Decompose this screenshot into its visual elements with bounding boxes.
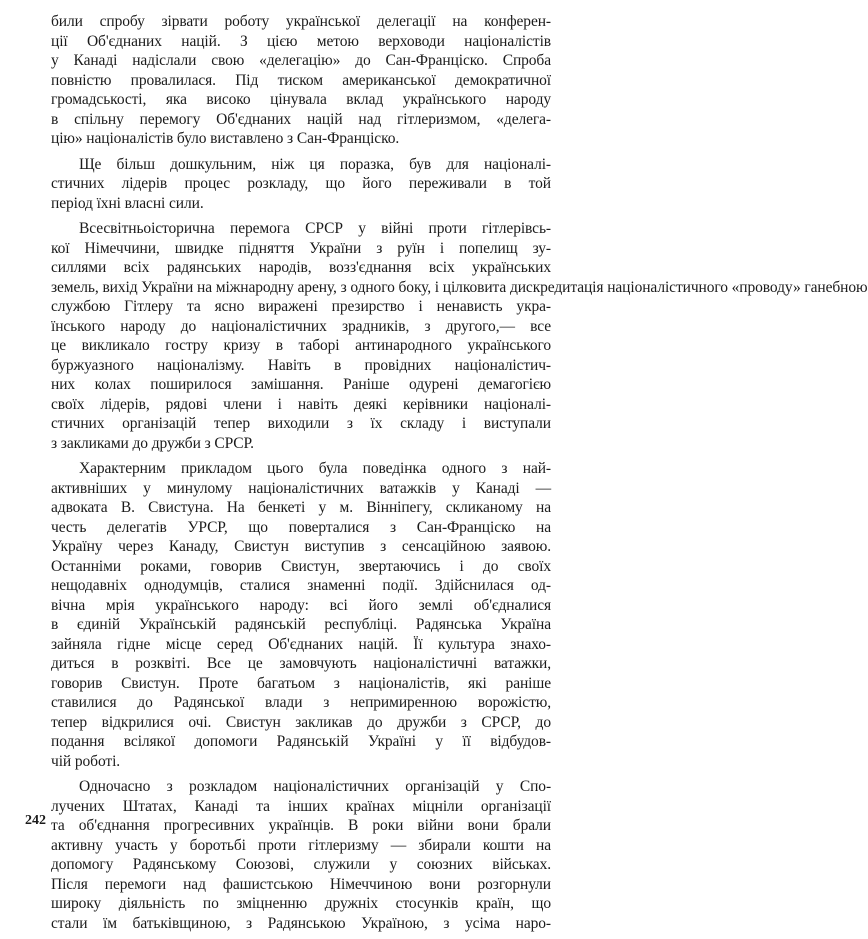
text-line: цію» націоналістів було виставлено з Сан-Франціско. (51, 130, 400, 147)
text-line: ставилися до Радянської влади з непримиренною ворожістю, (51, 694, 551, 711)
text-line: Одночасно з розкладом націоналістичних організацій у Спо- (79, 778, 551, 795)
text-line: вічна мрія українського народу: всі його землі об'єдналися (51, 596, 551, 614)
text-line: земель, вихід України на міжнародну арену, з одного боку, і цілковита дискредитація націоналістичного «проводу» ганебною (51, 278, 868, 296)
text-line: стали їм батьківщиною, з Радянською Україною, з усіма наро- (51, 914, 551, 932)
text-line: у Канаді надіслали свою «делегацію» до Сан-Франціско. Спроба (51, 52, 551, 69)
paragraph-4 (51, 459, 551, 771)
text-line: Останніми роками, говорив Свистун, звертаючись і до своїх (51, 557, 551, 575)
page-number: 242 (25, 813, 46, 828)
text-line: та об'єднання прогресивних українців. В роки війни вони брали (51, 817, 551, 834)
text-line: широку діяльність по зміцненню дружніх стосунків країн, що (51, 895, 551, 912)
text-line: нещодавніх однодумців, сталися знаменні події. Здійснилася од- (51, 577, 551, 594)
text-line: своїх лідерів, рядові члени і навіть деякі керівники націоналі- (51, 395, 551, 413)
text-line: допомогу Радянському Союзові, служили у союзних військах. (51, 856, 551, 873)
text-line: ції Об'єднаних націй. З цією метою верховоди націоналістів (51, 32, 551, 50)
text-line: зайняла гідне місце серед Об'єднаних націй. Її культура знахо- (51, 635, 551, 653)
paragraph-1 (51, 12, 551, 149)
paragraph-2 (51, 155, 551, 214)
text-line: це викликало гостру кризу в таборі антинародного українського (51, 337, 551, 354)
text-line: Україну через Канаду, Свистун виступив з сенсаційною заявою. (51, 538, 551, 555)
text-line: честь делегатів УРСР, що поверталися з Сан-Франціско на (51, 518, 551, 536)
text-line: стичних організацій тепер виходили з їх складу і виступали (51, 415, 551, 432)
text-line: подання всілякої допомоги Радянській Україні у її відбудов- (51, 733, 551, 750)
text-line: адвоката В. Свистуна. На бенкеті у м. Вінніпегу, скликаному на (51, 499, 551, 516)
text-line: громадськості, яка високо цінувала вклад українського народу (51, 91, 551, 108)
paragraph-3 (51, 219, 868, 453)
text-line: в спільну перемогу Об'єднаних націй над гітлеризмом, «делега- (51, 110, 551, 128)
text-line: кої Німеччини, швидке підняття України з руїн і попелищ зу- (51, 239, 551, 257)
text-line: били спробу зірвати роботу української делегації на конферен- (51, 13, 551, 30)
text-line: говорив Свистун. Проте багатьом з націоналістів, які раніше (51, 674, 551, 692)
text-line: Після перемоги над фашистською Німеччиною вони розгорнули (51, 875, 551, 893)
text-line: в єдиній Українській радянській республіці. Радянська Україна (51, 616, 551, 633)
text-line: них колах поширилося замішання. Раніше одурені демагогією (51, 376, 551, 393)
text-line: лучених Штатах, Канаді та інших країнах міцніли організації (51, 797, 551, 815)
text-line: буржуазного націоналізму. Навіть в провідних націоналістич- (51, 356, 551, 374)
text-line: активніших у минулому націоналістичних ватажків у Канаді — (51, 479, 551, 497)
text-line: службою Гітлеру та ясно виражені презирство і ненависть укра- (51, 298, 551, 315)
text-line: Всесвітньоісторична перемога СРСР у війні проти гітлерівсь- (79, 220, 551, 237)
text-line: повністю провалилася. Під тиском американської демократичної (51, 71, 551, 89)
paragraph-5 (51, 777, 551, 933)
text-line: тепер відкрилися очі. Свистун закликав до дружби з СРСР, до (51, 713, 551, 731)
text-line: з закликами до дружби з СРСР. (51, 434, 254, 452)
text-line: диться в розквіті. Все це замовчують націоналістичні ватажки, (51, 655, 551, 672)
text-line: Характерним прикладом цього була поведінка одного з най- (79, 460, 551, 477)
text-line: Ще більш дошкульним, ніж ця поразка, був для націоналі- (79, 155, 551, 173)
text-line: їнського народу до націоналістичних зрадників, з другого,— все (51, 317, 551, 335)
text-line: період їхні власні сили. (51, 194, 204, 212)
text-line: силлями всіх радянських народів, возз'єднання всіх українських (51, 259, 551, 276)
text-line: стичних лідерів процес розкладу, що його переживали в той (51, 175, 551, 192)
page-text (51, 12, 868, 939)
text-line: чій роботі. (51, 752, 121, 770)
text-line: активну участь у боротьбі проти гітлеризму — збирали кошти на (51, 836, 551, 854)
